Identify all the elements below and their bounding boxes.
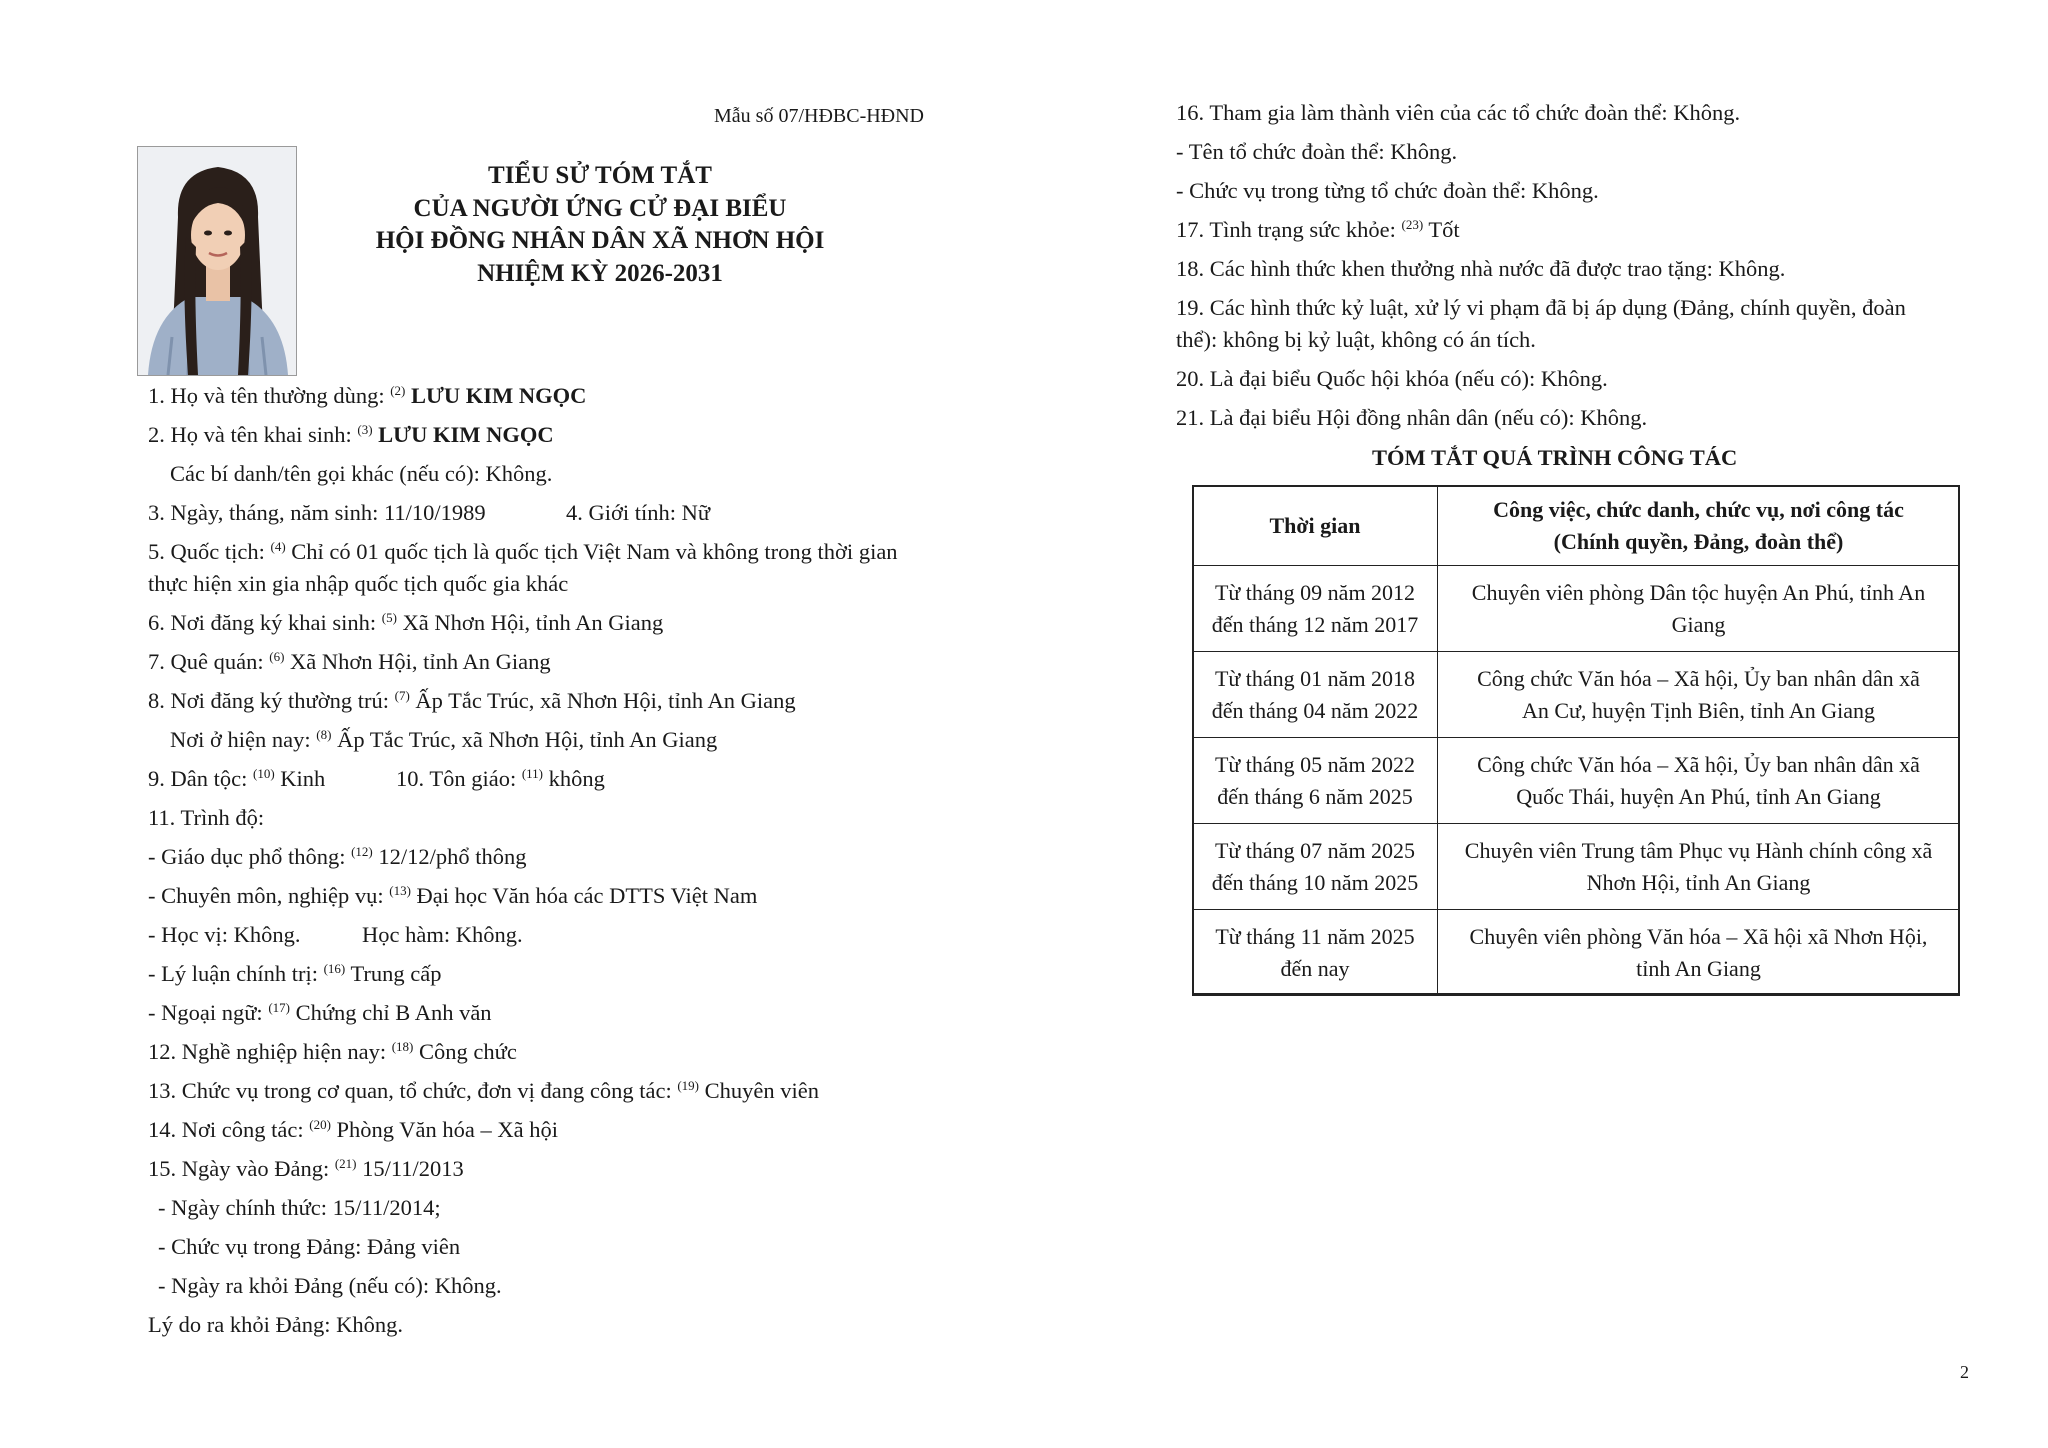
- field-common-name: [148, 385, 586, 408]
- footnote-ref: (10): [252, 766, 275, 781]
- field-party-exit-reason: Lý do ra khỏi Đảng: Không.: [148, 1312, 403, 1337]
- footnote-ref: (17): [268, 1000, 290, 1015]
- field-religion: [396, 768, 605, 791]
- footnote-ref: (7): [394, 688, 410, 703]
- work-history-table: [1192, 485, 1960, 996]
- time-cell: Từ tháng 11 năm 2025 đến nay: [1193, 910, 1438, 996]
- field-value: Công chức: [413, 1039, 517, 1064]
- table-row: [1193, 738, 1960, 824]
- field-value: không: [543, 766, 605, 791]
- field-label: 8. Nơi đăng ký thường trú:: [148, 688, 395, 713]
- field-label: 2. Họ và tên khai sinh:: [148, 422, 358, 447]
- table-row: [1193, 824, 1960, 910]
- field-party-join-date: [148, 1158, 464, 1181]
- footnote-ref: (21): [334, 1156, 357, 1171]
- field-awards: 18. Các hình thức khen thưởng nhà nước đã được trao tặng: Không.: [1176, 256, 1786, 281]
- field-discipline: 19. Các hình thức kỷ luật, xử lý vi phạm đã bị áp dụng (Đảng, chính quyền, đoàn: [1176, 295, 1906, 320]
- title-line-3: HỘI ĐỒNG NHÂN DÂN XÃ NHƠN HỘI: [375, 227, 825, 254]
- footnote-ref: (13): [389, 883, 411, 898]
- field-label: 6. Nơi đăng ký khai sinh:: [148, 610, 382, 635]
- field-label: 12. Nghề nghiệp hiện nay:: [148, 1039, 392, 1064]
- field-peoples-council: 21. Là đại biểu Hội đồng nhân dân (nếu có): Không.: [1176, 405, 1648, 430]
- field-workplace: [148, 1119, 558, 1142]
- field-label: - Lý luận chính trị:: [148, 961, 324, 986]
- field-nationality: [148, 541, 898, 564]
- description-cell: Công chức Văn hóa – Xã hội, Ủy ban nhân dân xã Quốc Thái, huyện An Phú, tỉnh An Giang: [1438, 738, 1960, 824]
- field-gender: 4. Giới tính: Nữ: [566, 500, 711, 525]
- field-party-exit-date: - Ngày ra khỏi Đảng (nếu có): Không.: [158, 1273, 502, 1298]
- field-label: Nơi ở hiện nay:: [170, 727, 317, 752]
- field-position: [148, 1080, 819, 1103]
- field-label: - Ngoại ngữ:: [148, 1000, 269, 1025]
- field-birth-registration: [148, 612, 663, 635]
- work-summary-title: TÓM TẮT QUÁ TRÌNH CÔNG TÁC: [1372, 445, 1738, 470]
- footnote-ref: (16): [323, 961, 346, 976]
- field-label: 14. Nơi công tác:: [148, 1117, 310, 1142]
- field-occupation: [148, 1041, 517, 1064]
- col-description-header: [1438, 486, 1960, 566]
- field-national-assembly: 20. Là đại biểu Quốc hội khóa (nếu có): Không.: [1176, 366, 1608, 391]
- field-political-theory: [148, 963, 442, 986]
- field-label: 17. Tình trạng sức khỏe:: [1176, 217, 1402, 242]
- description-cell: Chuyên viên Trung tâm Phục vụ Hành chính công xã Nhơn Hội, tỉnh An Giang: [1438, 824, 1960, 910]
- field-hometown: [148, 651, 551, 674]
- footnote-ref: (18): [391, 1039, 414, 1054]
- field-value: Ấp Tắc Trúc, xã Nhơn Hội, tỉnh An Giang: [331, 727, 718, 752]
- footnote-ref: (23): [1401, 217, 1424, 232]
- field-academic-title: Học hàm: Không.: [362, 922, 523, 947]
- footnote-ref: (4): [270, 539, 286, 554]
- field-permanent-residence: [148, 690, 796, 713]
- field-date-of-birth: 3. Ngày, tháng, năm sinh: 11/10/1989: [148, 500, 486, 525]
- field-health: [1176, 219, 1460, 242]
- footnote-ref: (11): [521, 766, 544, 781]
- field-label: 13. Chức vụ trong cơ quan, tổ chức, đơn vị đang công tác:: [148, 1078, 678, 1103]
- field-label: 5. Quốc tịch:: [148, 539, 271, 564]
- field-label: 1. Họ và tên thường dùng:: [148, 383, 391, 408]
- field-organization-name: - Tên tổ chức đoàn thể: Không.: [1176, 139, 1458, 164]
- field-value: Phòng Văn hóa – Xã hội: [330, 1117, 558, 1142]
- candidate-photo: [137, 146, 297, 376]
- field-value: Trung cấp: [345, 961, 442, 986]
- field-value: Chứng chỉ B Anh văn: [289, 1000, 492, 1025]
- footnote-ref: (3): [357, 422, 373, 437]
- field-party-official-date: - Ngày chính thức: 15/11/2014;: [158, 1195, 441, 1220]
- header-line: Công việc, chức danh, chức vụ, nơi công tác: [1493, 496, 1904, 522]
- footnote-ref: (5): [381, 610, 397, 625]
- footnote-ref: (6): [269, 649, 285, 664]
- col-time-header: Thời gian: [1193, 486, 1438, 566]
- field-organization-position: - Chức vụ trong từng tổ chức đoàn thể: Không.: [1176, 178, 1599, 203]
- time-cell: Từ tháng 01 năm 2018 đến tháng 04 năm 2022: [1193, 652, 1438, 738]
- field-degree: - Học vị: Không.: [148, 922, 301, 947]
- page-number: 2: [1960, 1362, 1969, 1382]
- field-label: - Giáo dục phổ thông:: [148, 844, 352, 869]
- field-value: Xã Nhơn Hội, tỉnh An Giang: [284, 649, 551, 674]
- footnote-ref: (19): [677, 1078, 699, 1093]
- field-education-heading: 11. Trình độ:: [148, 805, 265, 830]
- title-line-1: TIỂU SỬ TÓM TẮT: [488, 162, 712, 189]
- field-value: 15/11/2013: [356, 1156, 464, 1181]
- field-discipline-cont: thể): không bị kỷ luật, không có án tích.: [1176, 327, 1536, 352]
- description-cell: Chuyên viên phòng Dân tộc huyện An Phú, tỉnh An Giang: [1438, 566, 1960, 652]
- field-value: LƯU KIM NGỌC: [378, 422, 554, 447]
- table-row: [1193, 910, 1960, 996]
- footnote-ref: (12): [351, 844, 373, 859]
- time-cell: Từ tháng 09 năm 2012 đến tháng 12 năm 2017: [1193, 566, 1438, 652]
- field-value: 12/12/phổ thông: [372, 844, 527, 869]
- field-label: 15. Ngày vào Đảng:: [148, 1156, 335, 1181]
- table-row: [1193, 652, 1960, 738]
- table-row: [1193, 566, 1960, 652]
- field-value: Đại học Văn hóa các DTTS Việt Nam: [410, 883, 758, 908]
- field-current-residence: [170, 729, 717, 752]
- field-label: 9. Dân tộc:: [148, 766, 253, 791]
- field-value: LƯU KIM NGỌC: [411, 383, 587, 408]
- footnote-ref: (20): [309, 1117, 331, 1132]
- description-cell: Chuyên viên phòng Văn hóa – Xã hội xã Nhơn Hội, tỉnh An Giang: [1438, 910, 1960, 996]
- field-party-position: - Chức vụ trong Đảng: Đảng viên: [158, 1234, 461, 1259]
- footnote-ref: (2): [390, 383, 406, 398]
- time-cell: Từ tháng 07 năm 2025 đến tháng 10 năm 2025: [1193, 824, 1438, 910]
- field-aliases: Các bí danh/tên gọi khác (nếu có): Không.: [170, 461, 553, 486]
- time-cell: Từ tháng 05 năm 2022 đến tháng 6 năm 2025: [1193, 738, 1438, 824]
- field-label: - Chuyên môn, nghiệp vụ:: [148, 883, 390, 908]
- footnote-ref: (8): [316, 727, 332, 742]
- field-value: Xã Nhơn Hội, tỉnh An Giang: [396, 610, 664, 635]
- title-line-4: NHIỆM KỲ 2026-2031: [477, 259, 723, 287]
- field-general-education: [148, 846, 527, 869]
- field-value: Chuyên viên: [699, 1078, 819, 1103]
- header-line: (Chính quyền, Đảng, đoàn thể): [1553, 528, 1844, 554]
- field-value: Chỉ có 01 quốc tịch là quốc tịch Việt Nam và không trong thời gian: [285, 539, 898, 564]
- title-line-2: CỦA NGƯỜI ỨNG CỬ ĐẠI BIỂU: [413, 194, 787, 222]
- field-ethnicity: [148, 768, 325, 791]
- document-title: [300, 160, 900, 290]
- field-birth-name: [148, 424, 554, 447]
- field-value: Tốt: [1423, 217, 1460, 242]
- field-nationality-cont: thực hiện xin gia nhập quốc tịch quốc gia khác: [148, 571, 569, 596]
- field-label: 10. Tôn giáo:: [396, 766, 522, 791]
- field-foreign-language: [148, 1002, 492, 1025]
- description-cell: Công chức Văn hóa – Xã hội, Ủy ban nhân dân xã An Cư, huyện Tịnh Biên, tỉnh An Giang: [1438, 652, 1960, 738]
- portrait-image: [138, 147, 296, 375]
- field-specialization: [148, 885, 757, 908]
- field-organizations: 16. Tham gia làm thành viên của các tổ chức đoàn thể: Không.: [1176, 100, 1741, 125]
- table-header-row: [1193, 486, 1960, 566]
- field-value: Kinh: [274, 766, 326, 791]
- field-label: 7. Quê quán:: [148, 649, 270, 674]
- field-value: Ấp Tắc Trúc, xã Nhơn Hội, tỉnh An Giang: [409, 688, 796, 713]
- form-code: Mẫu số 07/HĐBC-HĐND: [714, 105, 924, 127]
